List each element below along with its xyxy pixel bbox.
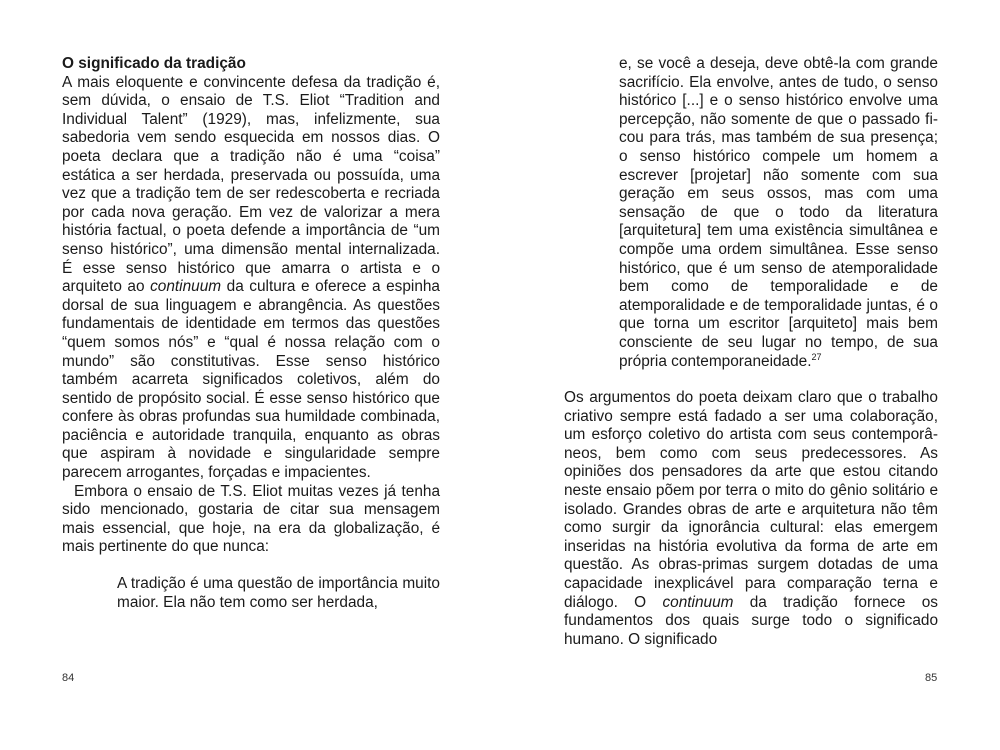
left-text-column bbox=[62, 55, 440, 612]
page-number-right: 85 bbox=[925, 672, 938, 684]
paragraph-1-text-b: da cultura e oferece a espinha dorsal de sua linguagem e abrangência. As questões fundamentais de identidade em termos das questões “quem somos nós” e “qual é nossa relação com o mundo” são constitutivas. Esse senso histórico também acarreta significados coletivos, além do sentido de propósito social. É esse senso histórico que confere às obras profundas sua humildade combinada, paciência e autoridade tranquila, enquanto as obras que aspiram à novidade e singularidade sempre parecem arrogantes, forçadas e impacientes. bbox=[62, 278, 440, 482]
paragraph-1 bbox=[62, 74, 440, 483]
footnote-reference: 27 bbox=[811, 351, 822, 362]
paragraph-3-italic: continuum bbox=[662, 593, 734, 611]
page-number-left: 84 bbox=[62, 672, 75, 684]
block-quote-start: A tradição é uma questão de importância muito maior. Ela não tem como ser herdada, bbox=[117, 575, 440, 611]
paragraph-2: Embora o ensaio de T.S. Eliot muitas vezes já tenha sido mencionado, gostaria de citar sua mensagem mais essencial, que hoje, na era da globalização, é mais pertinente do que nunca: bbox=[62, 482, 440, 556]
block-quote-text: e, se você a deseja, deve obtê-la com grande sacrifício. Ela envolve, antes de tudo, o senso histórico [...] e o senso histórico envolve uma percepção, não somente de que o passado ficou para trás, mas também de sua presença; o senso histórico compele um homem a escrever [projetar] não somente com sua geração em seus ossos, mas com uma sensação de que o todo da literatura [arquitetura] tem uma existência simultânea e compõe uma ordem simultânea. Esse senso histórico, que é um senso de atemporalidade bem como de temporalidade e de atemporalidade e de temporalidade juntas, é o que torna um escritor [arquiteto] mais bem consciente de seu lugar no tempo, de sua própria contemporaneidade. bbox=[619, 55, 938, 370]
block-quote-continuation bbox=[619, 55, 938, 371]
paragraph-3-text-a: Os argumentos do poeta deixam claro que o trabalho criativo sempre está fadado a ser uma colaboração, um esforço coletivo do artista com seus contemporâneos, bem como com seus predecessores. As opiniões dos pensadores da arte que estou citando neste ensaio põem por terra o mito do gênio solitário e isolado. Grandes obras de arte e arquitetura não têm como surgir da ignorância cultural: elas emergem inseridas na história evolutiva da forma de arte em questão. As obras-primas surgem dotadas de uma capacidade inexplicável para comparação terna e diálogo. O bbox=[564, 389, 938, 611]
paragraph-1-italic: continuum bbox=[150, 278, 222, 296]
paragraph-3-text-b: da tradição fornece os fundamentos dos quais surge todo o significado humano. O significado bbox=[564, 593, 938, 648]
paragraph-3 bbox=[564, 389, 938, 649]
section-heading: O significado da tradição bbox=[62, 55, 246, 72]
paragraph-1-text-a: A mais eloquente e convincente defesa da tradição é, sem dúvida, o ensaio de T.S. Eliot “Tradition and Individual Talent” (1929), mas, infelizmente, sua sabedoria vem sendo esquecida em nossos dias. O poeta declara que a tradição não é uma “coisa” estática a ser herdada, preservada ou possuída, uma vez que a tradição tem de ser redescoberta e recriada por cada nova geração. Em vez de valorizar a mera história factual, o poeta defende a importância de “um senso histórico”, uma dimensão mental internalizada. É esse senso histórico que amarra o artista e o arquiteto ao bbox=[62, 73, 440, 296]
right-page bbox=[500, 0, 1000, 750]
right-text-column bbox=[564, 55, 938, 649]
